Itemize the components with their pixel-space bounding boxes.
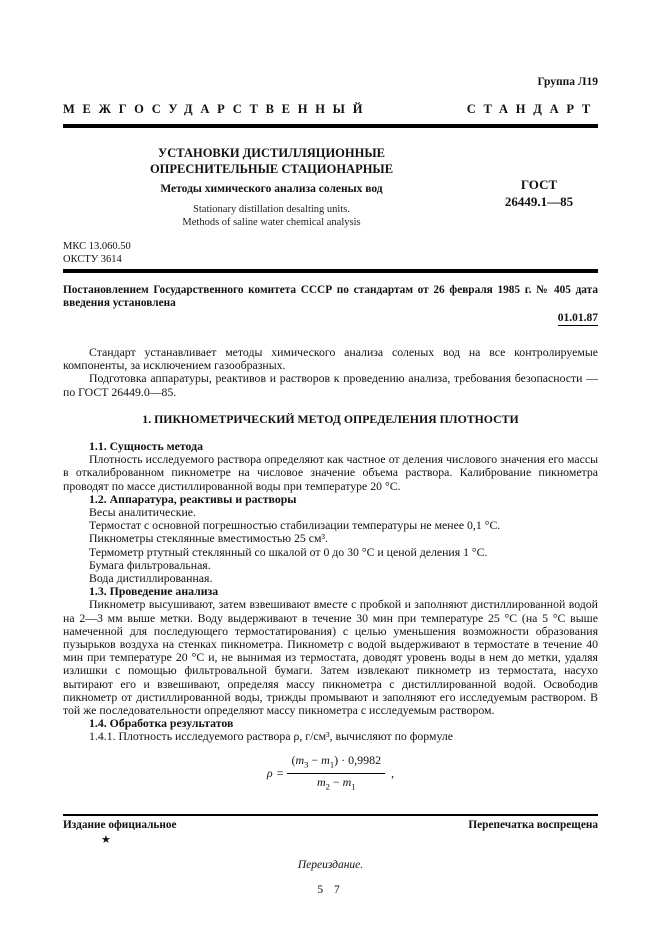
- apparatus-item: Весы аналитические.: [89, 505, 196, 520]
- title-line-1: УСТАНОВКИ ДИСТИЛЛЯЦИОННЫЕ: [158, 146, 385, 160]
- title-rule: [63, 269, 598, 273]
- subsection-1-2-heading: 1.2. Аппаратура, реактивы и растворы: [89, 491, 297, 506]
- formula-fraction: [287, 753, 385, 795]
- formula-suffix: ,: [391, 765, 395, 780]
- apparatus-item: Бумага фильтровальная.: [89, 557, 211, 572]
- apparatus-item: Термометр ртутный стеклянный со шкалой от 0 до 30 °С и ценой деления 1 °С.: [89, 544, 488, 559]
- official-edition-label: Издание официальное: [63, 819, 177, 831]
- subsection-1-4-1-line: 1.4.1. Плотность исследуемого раствора ρ, г/см³, вычисляют по формуле: [89, 729, 453, 744]
- gost-designation: [480, 177, 598, 229]
- subtitle-english: [63, 204, 480, 229]
- footer-rule: [63, 814, 598, 816]
- reprint-forbidden-label: Перепечатка воспрещена: [468, 819, 598, 831]
- title-line-2: ОПРЕСНИТЕЛЬНЫЕ СТАЦИОНАРНЫЕ: [149, 162, 394, 176]
- reissue-note: Переиздание.: [297, 859, 364, 871]
- formula-denominator: $m_2 - m_1$: [316, 775, 356, 792]
- header-rule: [63, 124, 598, 128]
- mks-code: МКС 13.060.50: [63, 241, 131, 252]
- subsection-1-1-heading: 1.1. Сущность метода: [89, 439, 203, 454]
- subtitle-english-line-2: Methods of saline water chemical analysis: [182, 216, 361, 228]
- classification-codes: [63, 241, 598, 266]
- subsection-1-4-heading: 1.4. Обработка результатов: [89, 716, 234, 731]
- gost-label: ГОСТ: [520, 177, 558, 192]
- intro-paragraph-2: Подготовка аппаратуры, реактивов и растворов к проведению анализа, требования безопасности — по ГОСТ 26449.0—85.: [63, 371, 598, 399]
- section-1-heading: 1. ПИКНОМЕТРИЧЕСКИЙ МЕТОД ОПРЕДЕЛЕНИЯ ПЛОТНОСТИ: [142, 411, 519, 426]
- group-label: Группа Л19: [537, 76, 598, 88]
- intro-paragraph-1: Стандарт устанавливает методы химического анализа соленых вод на все контролируемые компоненты, за исключением газообразных.: [63, 345, 598, 373]
- page-footer: [63, 814, 598, 896]
- effective-date: [63, 312, 598, 324]
- okstu-code: ОКСТУ 3614: [63, 253, 122, 265]
- page-number: 5 7: [317, 884, 344, 896]
- footer-notices: [63, 819, 598, 832]
- standard-type-banner: [63, 102, 598, 117]
- density-formula: [63, 753, 598, 795]
- document-title: [63, 145, 480, 177]
- decree-paragraph: Постановлением Государственного комитета СССР по стандартам от 26 февраля 1985 г. № 405 дата введения установлена: [63, 284, 598, 309]
- banner-word-1: МЕЖГОСУДАРСТВЕННЫЙ: [63, 102, 371, 116]
- title-left-column: [63, 145, 480, 229]
- subsection-1-3-paragraph: Пикнометр высушивают, затем взвешивают вместе с пробкой и заполняют дистиллированной водой на 2—3 мм выше метки. Воду выдерживают в течение 30 мин при температуре 25 °С (на 5 °С выше намеченной для последующего термостатирования) с целью уменьшения возможности образования пузырьков воздуха на стенках пикнометра. Пикнометр с водой выдерживают в термостате в течение 40 мин при температуре 20 °С и, не вынимая из термостата, доводят уровень воды в нем до метки, удаляя излишки с помощью фильтровальной бумаги. Затем извлекают пикнометр из термостата, насухо вытирают его и взвешивают, определяя массу пикнометра с дистиллированной водой. Освободив пикнометр от дистиллированной воды, трижды промывают и заполняют его исследуемым раствором. В той же последовательности определяют массу пикнометра с исследуемым раствором.: [63, 597, 598, 718]
- apparatus-item: Термостат с основной погрешностью стабилизации температуры не менее 0,1 °С.: [89, 518, 501, 533]
- subsection-1-1-paragraph: Плотность исследуемого раствора определяют как частное от деления числового значения его массы в откалиброванном пикнометре на числовое значение объема раствора. Калибрование пикнометра проводят по массе дистиллированной воды при температуре 20 °С.: [63, 452, 598, 493]
- apparatus-item: Пикнометры стеклянные вместимостью 25 см³.: [89, 531, 328, 546]
- formula-rho-symbol: ρ: [266, 765, 273, 780]
- apparatus-item: Вода дистиллированная.: [89, 571, 213, 586]
- title-block: [63, 145, 598, 229]
- subtitle-english-line-1: Stationary distillation desalting units.: [193, 204, 350, 215]
- document-body: [63, 346, 598, 794]
- formula-equals: =: [276, 765, 284, 780]
- effective-date-value: 01.01.87: [557, 312, 598, 324]
- banner-word-2: СТАНДАРТ: [466, 102, 598, 116]
- star-icon: ★: [101, 833, 111, 846]
- gost-number: 26449.1—85: [504, 193, 574, 209]
- subtitle-russian: Методы химического анализа соленых вод: [160, 183, 383, 195]
- formula-numerator: $(m_3 - m_1) \cdot 0,9982$: [287, 753, 385, 774]
- subsection-1-3-heading: 1.3. Проведение анализа: [89, 584, 219, 599]
